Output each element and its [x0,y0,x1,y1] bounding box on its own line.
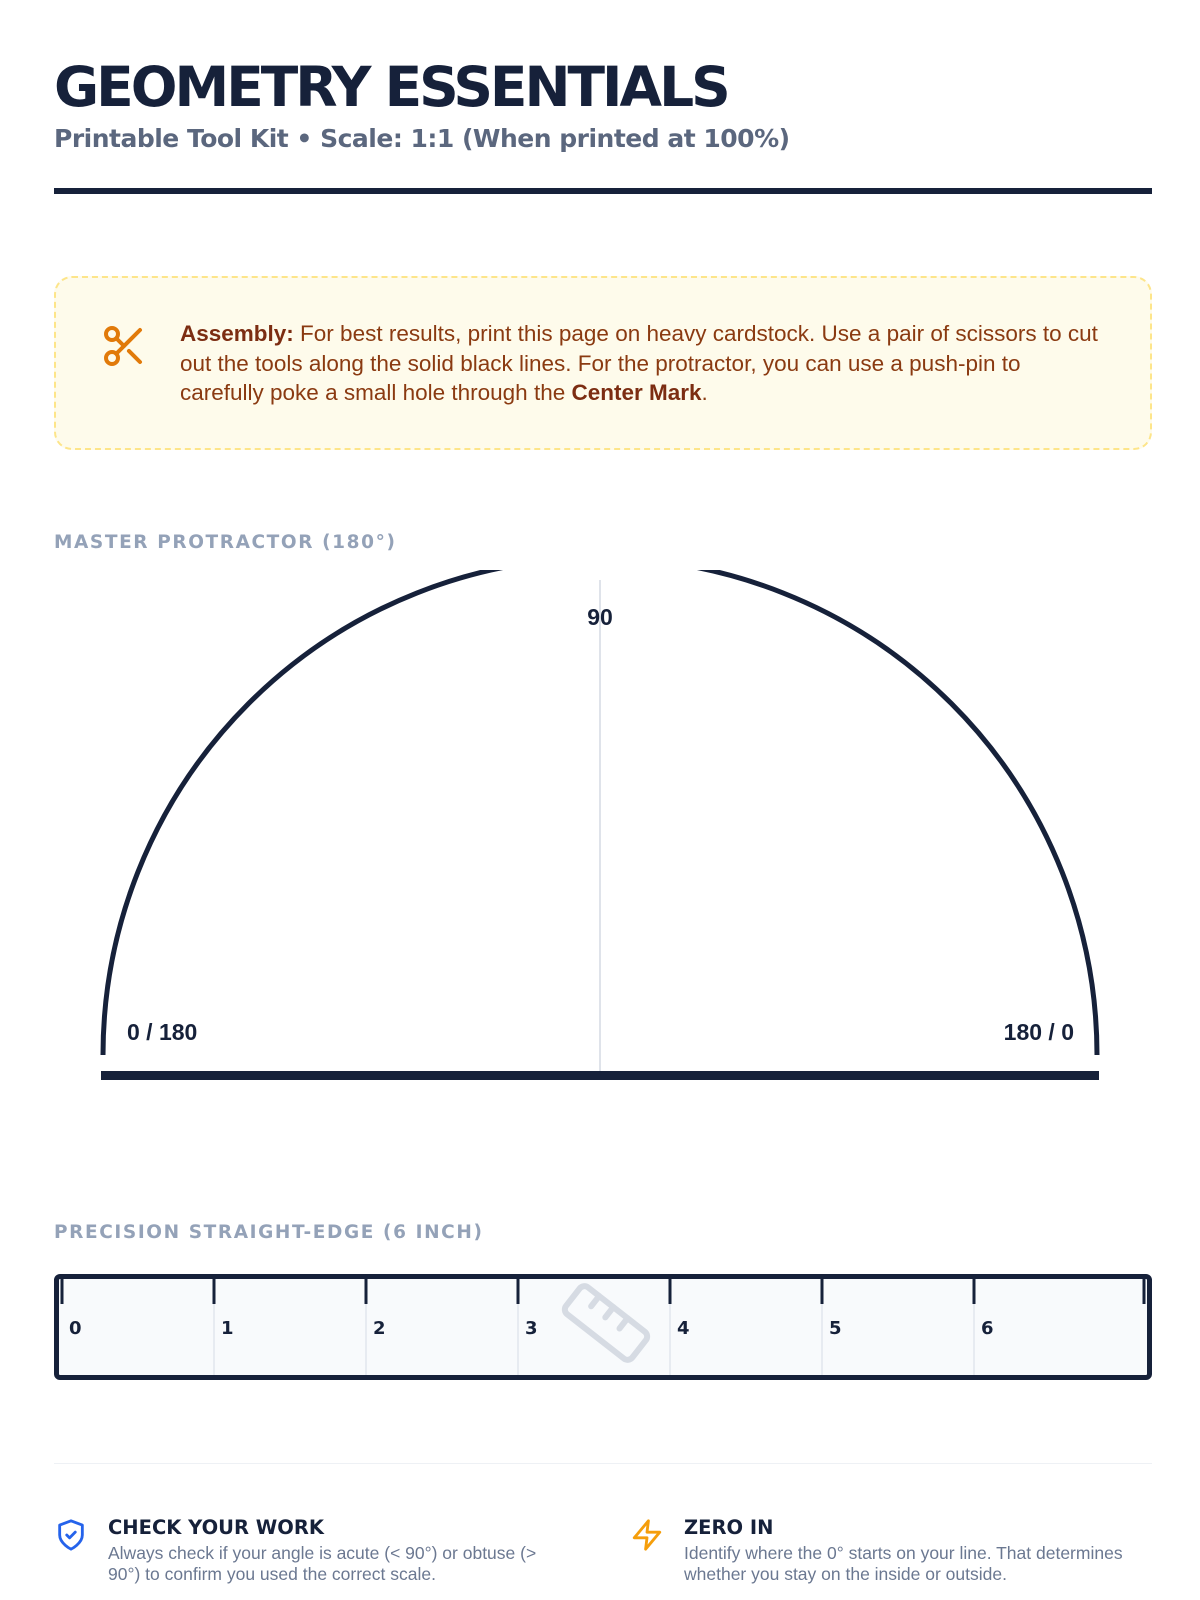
protractor-label-right: 180 / 0 [1003,1019,1074,1045]
ruler-scale [59,1279,1147,1375]
assembly-lead: Assembly: [180,321,294,346]
protractor-section-label: MASTER PROTRACTOR (180°) [54,532,397,553]
ruler-number: 6 [981,1318,994,1339]
ruler-section-label: PRECISION STRAIGHT-EDGE (6 INCH) [54,1222,484,1243]
protractor-label-left: 0 / 180 [127,1019,198,1045]
title-divider [54,188,1152,194]
ruler-number: 2 [373,1318,386,1339]
assembly-text [180,319,1100,408]
ruler [54,1274,1152,1380]
protractor [0,570,1200,1090]
assembly-body-2: . [701,380,708,405]
ruler-icon [562,1284,649,1363]
tip-title: CHECK YOUR WORK [108,1516,325,1539]
assembly-emphasis: Center Mark [571,380,702,405]
tip-body: Always check if your angle is acute (< 90°) or obtuse (> 90°) to confirm you used the correct scale. [108,1543,537,1584]
page-subtitle: Printable Tool Kit • Scale: 1:1 (When printed at 100%) [54,124,790,153]
ruler-number: 4 [677,1318,690,1339]
lightning-icon [630,1518,664,1552]
scissors-icon [100,322,148,370]
protractor-base [101,1071,1099,1080]
assembly-body-1: For best results, print this page on heavy cardstock. Use a pair of scissors to cut out the tools along the solid black lines. For the protractor, you can use a push-pin to carefully poke a small hole through the [180,321,1098,405]
page-title: GEOMETRY ESSENTIALS [54,55,728,119]
ruler-number: 0 [69,1318,82,1339]
protractor-label-90: 90 [587,604,613,630]
tip-title: ZERO IN [684,1516,774,1539]
footer-divider [54,1463,1152,1464]
ruler-number: 1 [221,1318,234,1339]
assembly-notice [54,276,1152,450]
tip-body: Identify where the 0° starts on your line. That determines whether you stay on the inside or outside. [684,1543,1123,1584]
ruler-number: 5 [829,1318,842,1339]
shield-check-icon [54,1518,88,1552]
ruler-number: 3 [525,1318,538,1339]
